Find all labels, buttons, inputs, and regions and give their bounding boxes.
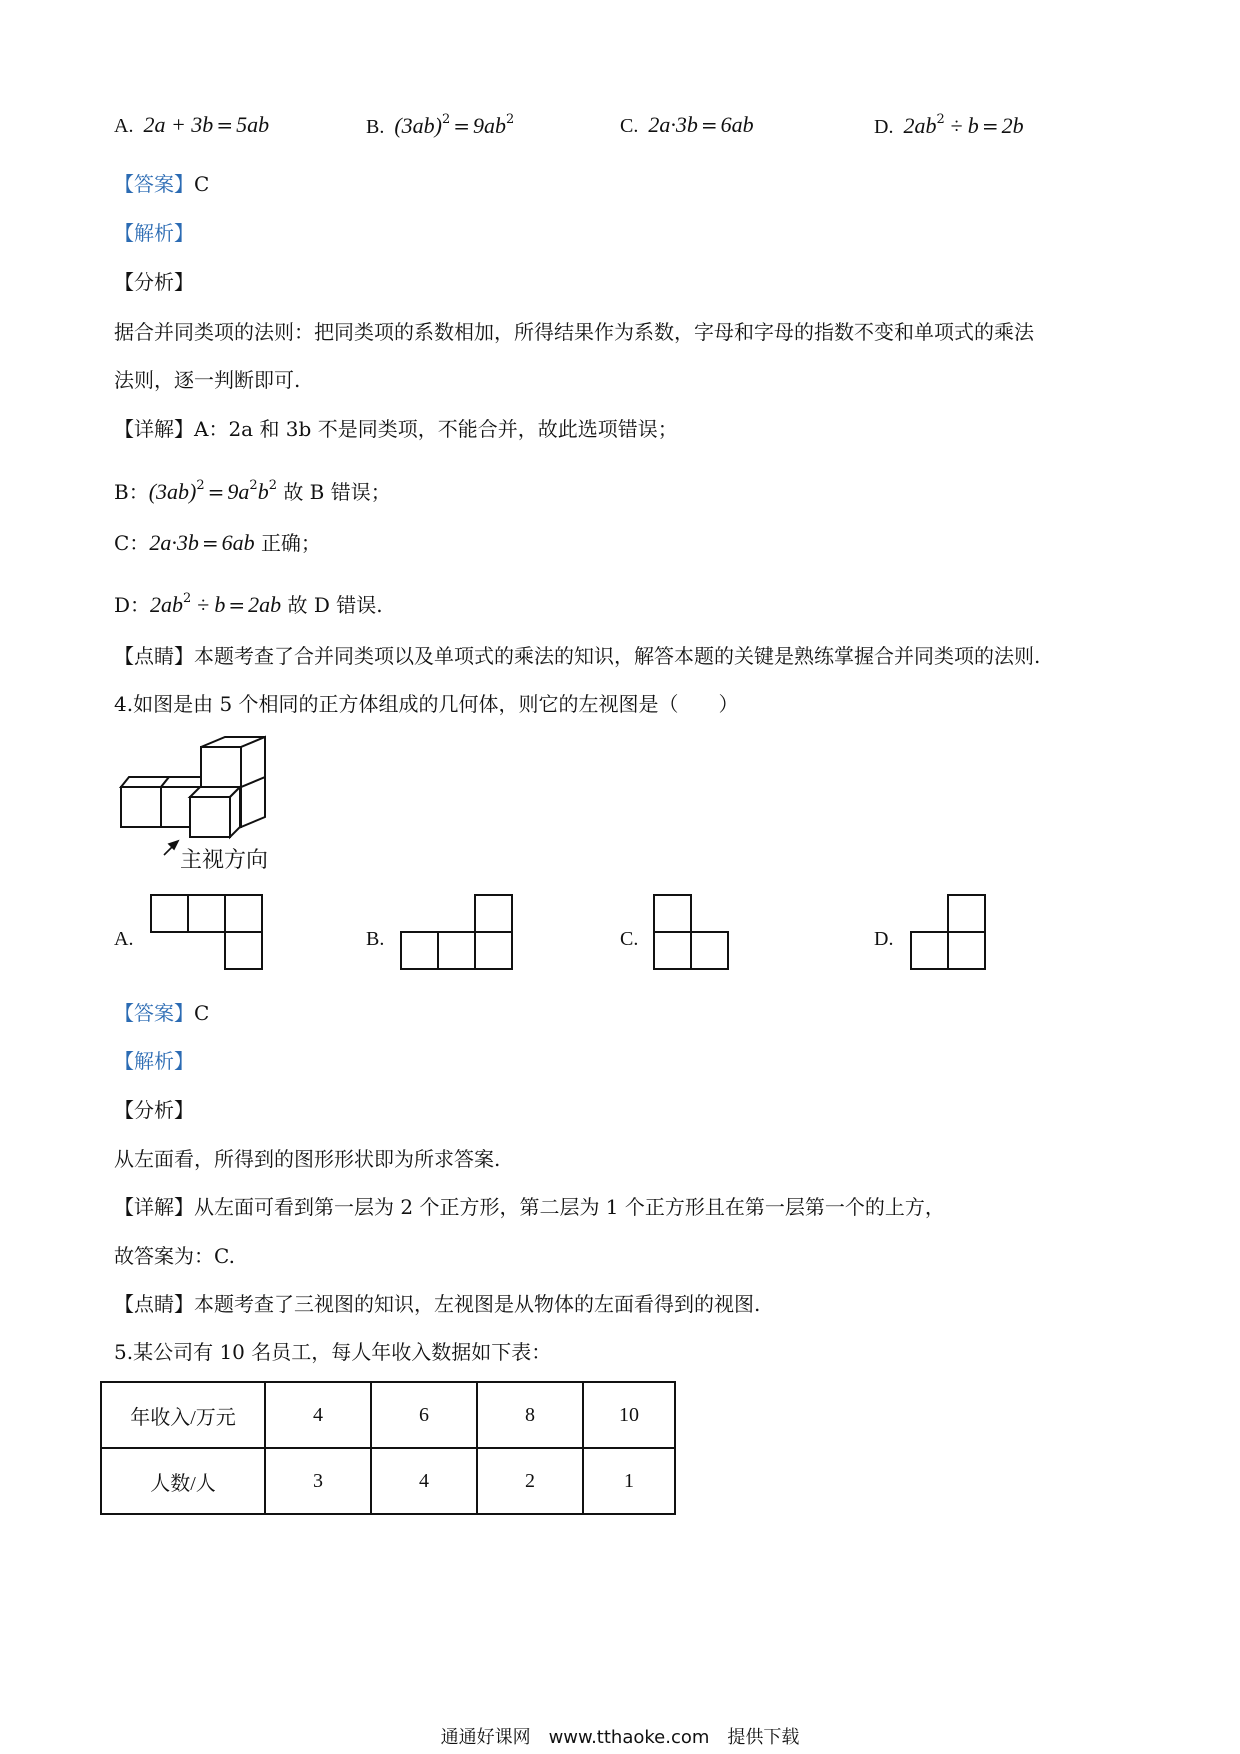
q4-option-b-label: B. — [366, 928, 385, 950]
table-cell: 8 — [477, 1382, 583, 1448]
table-cell: 4 — [265, 1382, 371, 1448]
table-row — [101, 1382, 675, 1448]
table-row — [101, 1448, 675, 1514]
page-footer: 通通好课网 www.tthaoke.com 提供下载 — [440, 1727, 800, 1748]
q3-dianjing: 【点睛】本题考查了合并同类项以及单项式的乘法的知识，解答本题的关键是熟练掌握合并同类项的法则. — [114, 644, 1041, 668]
q3-fenxi-tag: 【分析】 — [114, 270, 194, 294]
q4-fenxi: 从左面看，所得到的图形形状即为所求答案. — [114, 1147, 501, 1171]
q3-xiangjie-b: B：$(3ab)^2 = 9a^2b^2$ 故 B 错误； — [114, 478, 391, 504]
table-cell: 6 — [371, 1382, 477, 1448]
q4-conclusion: 故答案为：C. — [114, 1244, 235, 1268]
q4-dianjing: 【点睛】本题考查了三视图的知识，左视图是从物体的左面看得到的视图. — [114, 1292, 761, 1316]
q4-option-c-figure — [652, 893, 732, 973]
q4-fenxi-tag: 【分析】 — [114, 1098, 194, 1122]
table-cell: 10 — [583, 1382, 675, 1448]
table-cell: 4 — [371, 1448, 477, 1514]
q4-option-d-figure — [909, 893, 989, 973]
q3-xiangjie-d: D：$2ab^2 \div b = 2ab$ 故 D 错误. — [114, 591, 383, 617]
q4-option-c-label: C. — [620, 928, 639, 950]
q4-answer: 【答案】C — [114, 1001, 210, 1025]
q4-analysis-tag: 【解析】 — [114, 1049, 194, 1073]
q3-option-a: A. 2a + 3b = 5ab — [114, 112, 270, 137]
q4-option-d-label: D. — [874, 928, 894, 950]
row1-header: 年收入/万元 — [101, 1382, 265, 1448]
q3-option-d: D. $2ab^2 \div b = 2b$ — [874, 112, 1024, 138]
q4-cube-figure — [110, 730, 290, 885]
q3-option-b: B. $(3ab)^2 = 9ab^2$ — [366, 112, 515, 138]
table-cell: 2 — [477, 1448, 583, 1514]
table-cell: 3 — [265, 1448, 371, 1514]
table-cell: 1 — [583, 1448, 675, 1514]
row2-header: 人数/人 — [101, 1448, 265, 1514]
q3-xiangjie-c: C：2a·3b = 6ab 正确； — [114, 530, 321, 555]
q4-xiangjie: 【详解】从左面可看到第一层为 2 个正方形，第二层为 1 个正方形且在第一层第一个的上方， — [114, 1195, 945, 1219]
q4-option-b-figure — [399, 893, 515, 973]
q3-answer: 【答案】C — [114, 172, 210, 196]
q3-option-c: C. 2a·3b = 6ab — [620, 112, 754, 137]
q4-question: 4.如图是由 5 个相同的正方体组成的几何体，则它的左视图是（ ） — [114, 692, 739, 716]
q3-analysis-tag: 【解析】 — [114, 221, 194, 245]
direction-label: 主视方向 — [180, 848, 269, 873]
income-table — [100, 1381, 676, 1515]
q4-option-a-label: A. — [114, 928, 134, 950]
q3-xiangjie-a: 【详解】A：2a 和 3b 不是同类项，不能合并，故此选项错误； — [114, 417, 678, 441]
q4-option-a-figure — [149, 893, 265, 973]
q3-fenxi-line1: 据合并同类项的法则：把同类项的系数相加，所得结果作为系数，字母和字母的指数不变和单项式的乘法 — [114, 320, 1034, 344]
q3-fenxi-line2: 法则，逐一判断即可. — [114, 368, 301, 392]
q5-question: 5.某公司有 10 名员工，每人年收入数据如下表： — [114, 1340, 552, 1364]
